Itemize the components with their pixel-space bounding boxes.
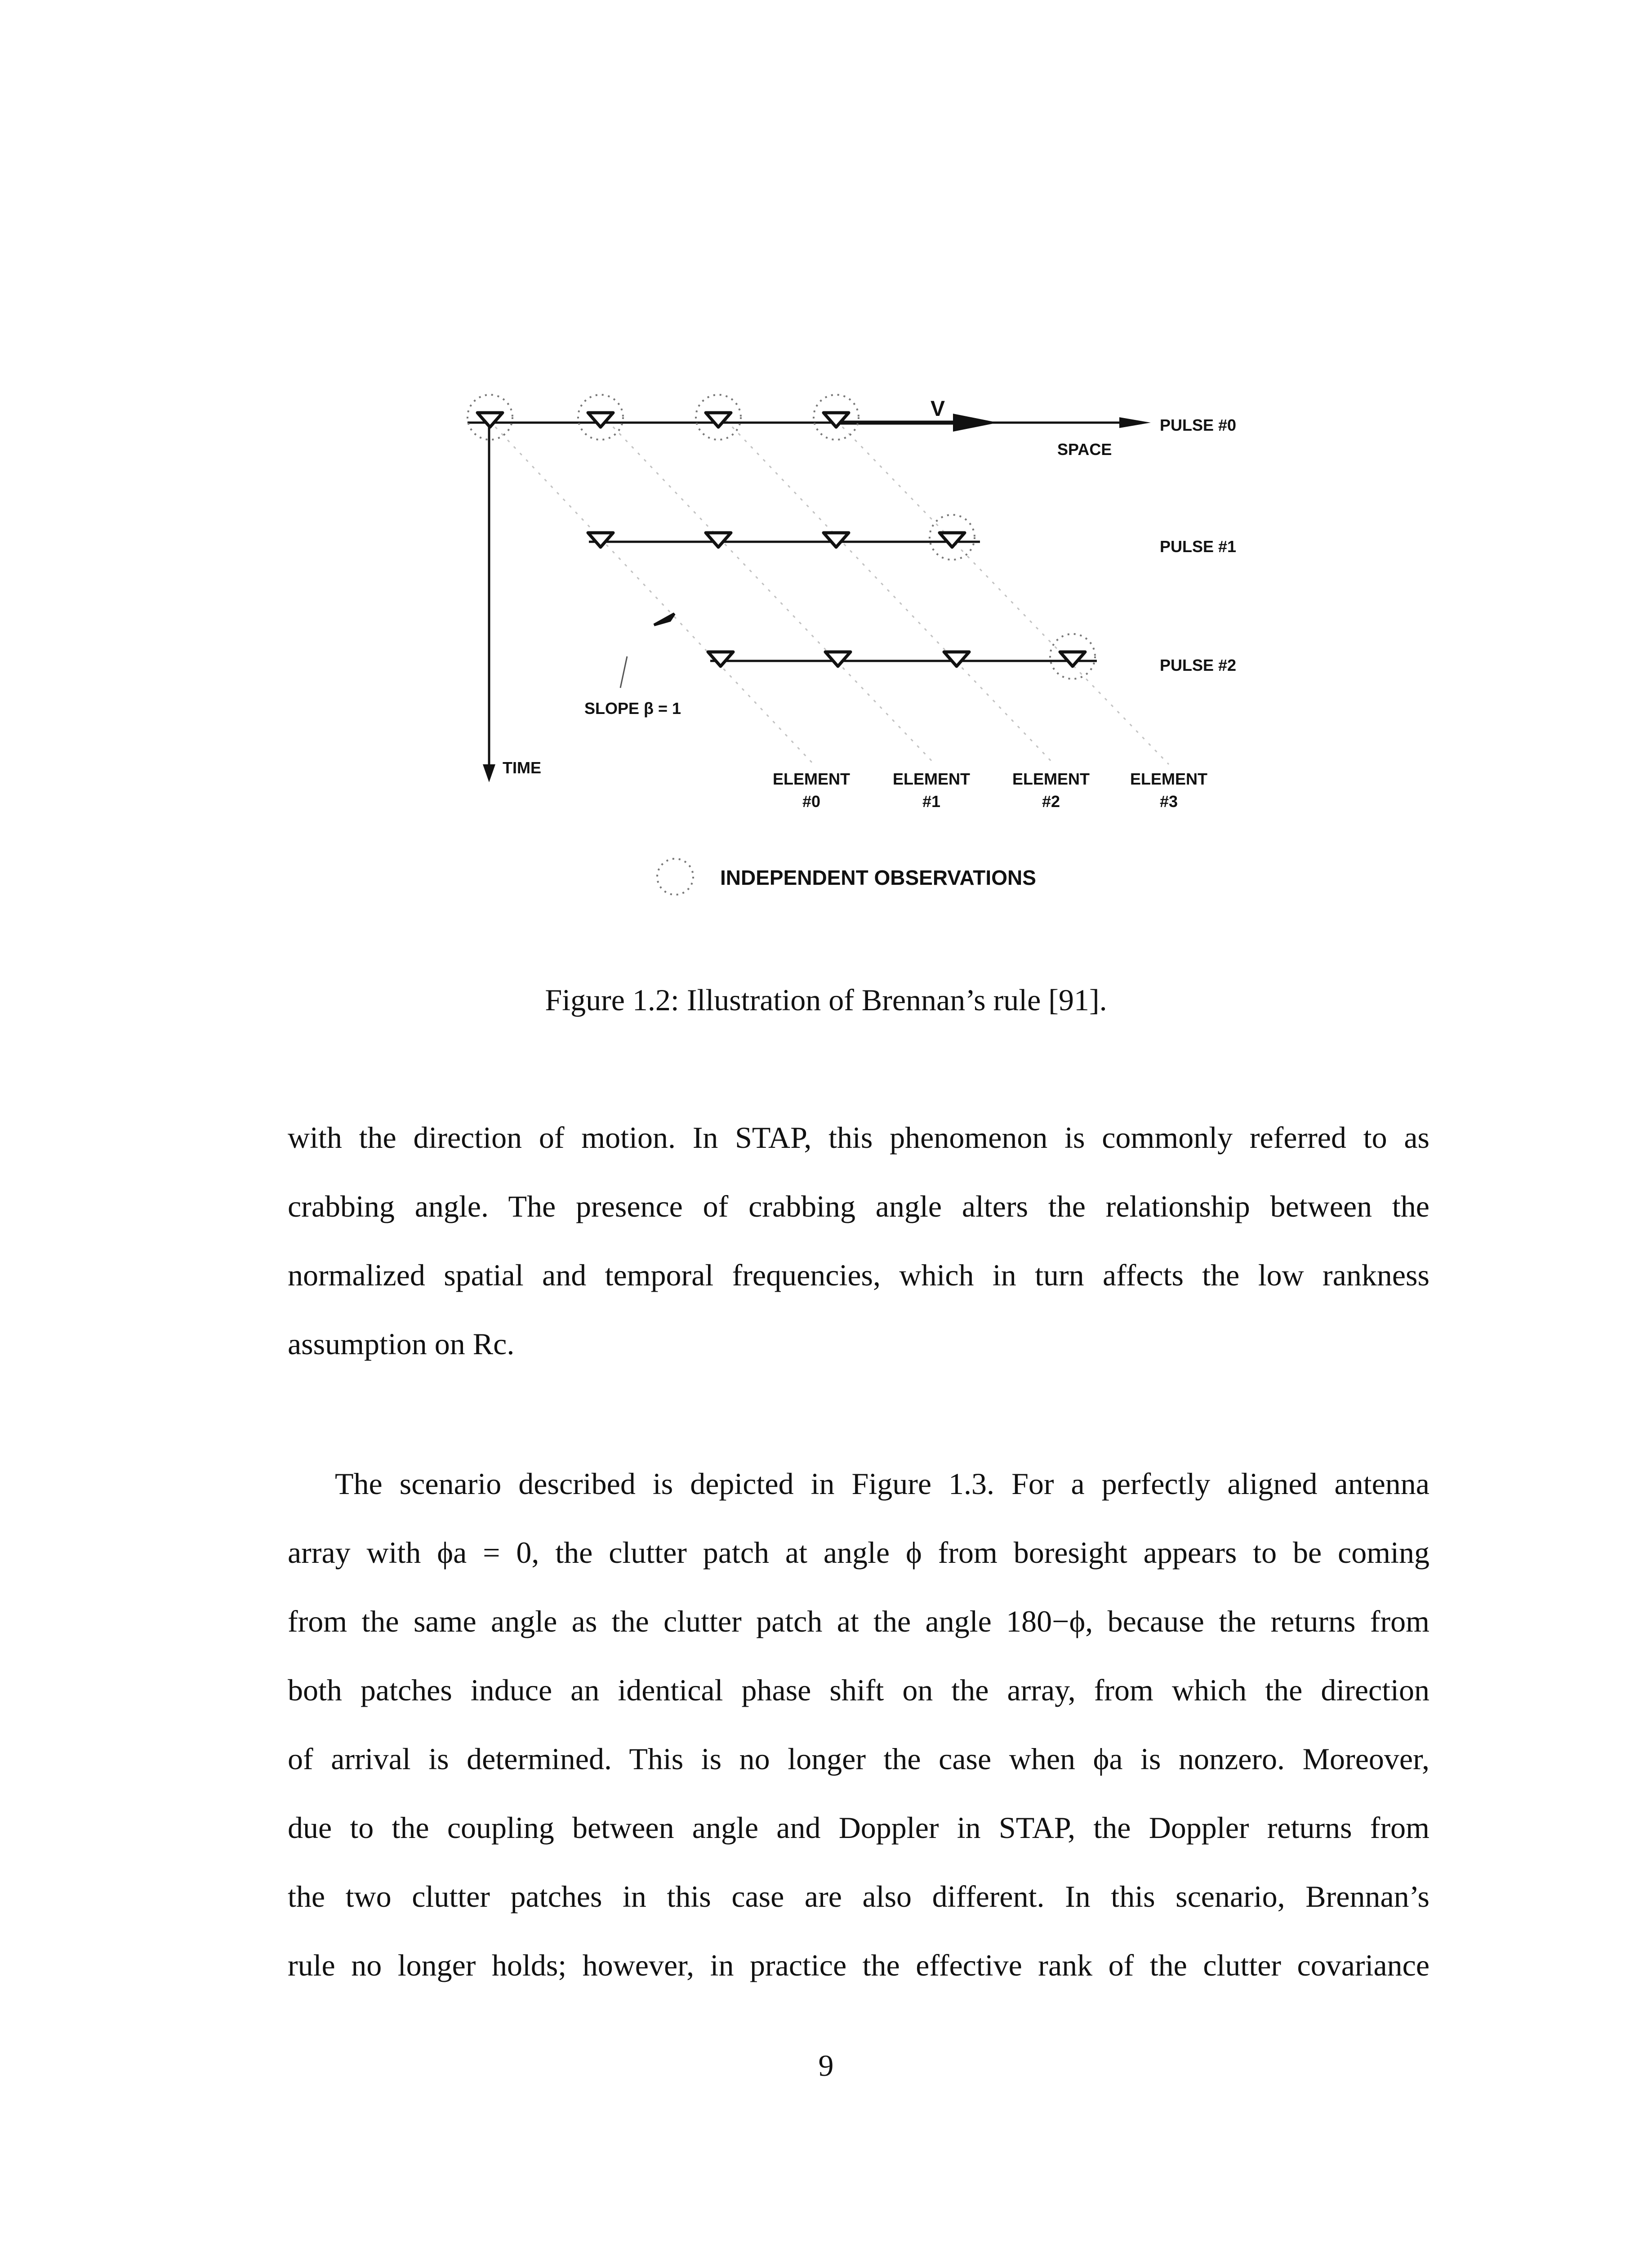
element-1-label: ELEMENT — [892, 770, 971, 788]
slope-label: SLOPE β = 1 — [584, 699, 681, 718]
antenna-elements — [477, 413, 1085, 666]
slope-indicator — [620, 614, 674, 688]
text-line: The scenario described is depicted in Figure 1.3. For a perfectly aligned antenna — [335, 1467, 1429, 1501]
element-2-number: #2 — [1042, 792, 1060, 811]
element-1-number: #1 — [922, 792, 941, 811]
pulse-0-row — [468, 414, 1151, 432]
pulse-2-label: PULSE #2 — [1160, 656, 1237, 674]
element-2-label: ELEMENT — [1012, 770, 1090, 788]
brennans-rule-figure — [0, 0, 1652, 944]
text-line: with the direction of motion. In STAP, this phenomenon is commonly referred to as — [288, 1120, 1429, 1155]
element-triangle — [706, 413, 731, 427]
text-line: rule no longer holds; however, in practice the effective rank of the clutter covariance — [288, 1948, 1429, 1982]
text-line: the two clutter patches in this case are also different. In this scenario, Brennan’s — [288, 1879, 1429, 1913]
time-label: TIME — [503, 758, 541, 777]
text-line: normalized spatial and temporal frequencies, which in turn affects the low rankness — [288, 1258, 1429, 1292]
independent-observation-markers — [468, 395, 1095, 895]
text-line: array with ϕa = 0, the clutter patch at angle ϕ from boresight appears to be coming — [288, 1535, 1429, 1570]
text-line: due to the coupling between angle and Doppler in STAP, the Doppler returns from — [288, 1811, 1429, 1845]
element-triangle — [708, 652, 733, 666]
element-3-label: ELEMENT — [1130, 770, 1208, 788]
element-triangle — [588, 533, 613, 547]
text-line: crabbing angle. The presence of crabbing angle alters the relationship between the — [288, 1189, 1429, 1223]
text-line: assumption on Rc. — [288, 1327, 515, 1361]
velocity-label: V — [931, 397, 945, 421]
element-triangle — [706, 533, 731, 547]
element-labels — [773, 770, 1207, 811]
text-line: from the same angle as the clutter patch at the angle 180−ϕ, because the returns from — [288, 1604, 1429, 1638]
element-triangle — [1060, 652, 1085, 666]
element-0-label: ELEMENT — [772, 770, 850, 788]
text-line: both patches induce an identical phase shift on the array, from which the direction — [288, 1673, 1429, 1707]
space-label: SPACE — [1057, 440, 1112, 459]
element-triangle — [477, 413, 503, 427]
pulse-1-label: PULSE #1 — [1160, 537, 1237, 556]
element-triangle — [825, 652, 850, 666]
legend-label: INDEPENDENT OBSERVATIONS — [720, 866, 1036, 889]
element-triangle — [588, 413, 613, 427]
element-triangle — [824, 413, 849, 427]
pulse-0-label: PULSE #0 — [1160, 416, 1237, 434]
time-axis — [483, 420, 495, 782]
element-3-number: #3 — [1159, 792, 1178, 811]
element-triangle — [940, 533, 965, 547]
element-triangle — [944, 652, 969, 666]
figure-caption: Figure 1.2: Illustration of Brennan’s rule [91]. — [545, 983, 1107, 1017]
page-number: 9 — [818, 2048, 834, 2083]
text-line: of arrival is determined. This is no longer the case when ϕa is nonzero. Moreover, — [288, 1742, 1429, 1776]
element-0-number: #0 — [802, 792, 821, 811]
